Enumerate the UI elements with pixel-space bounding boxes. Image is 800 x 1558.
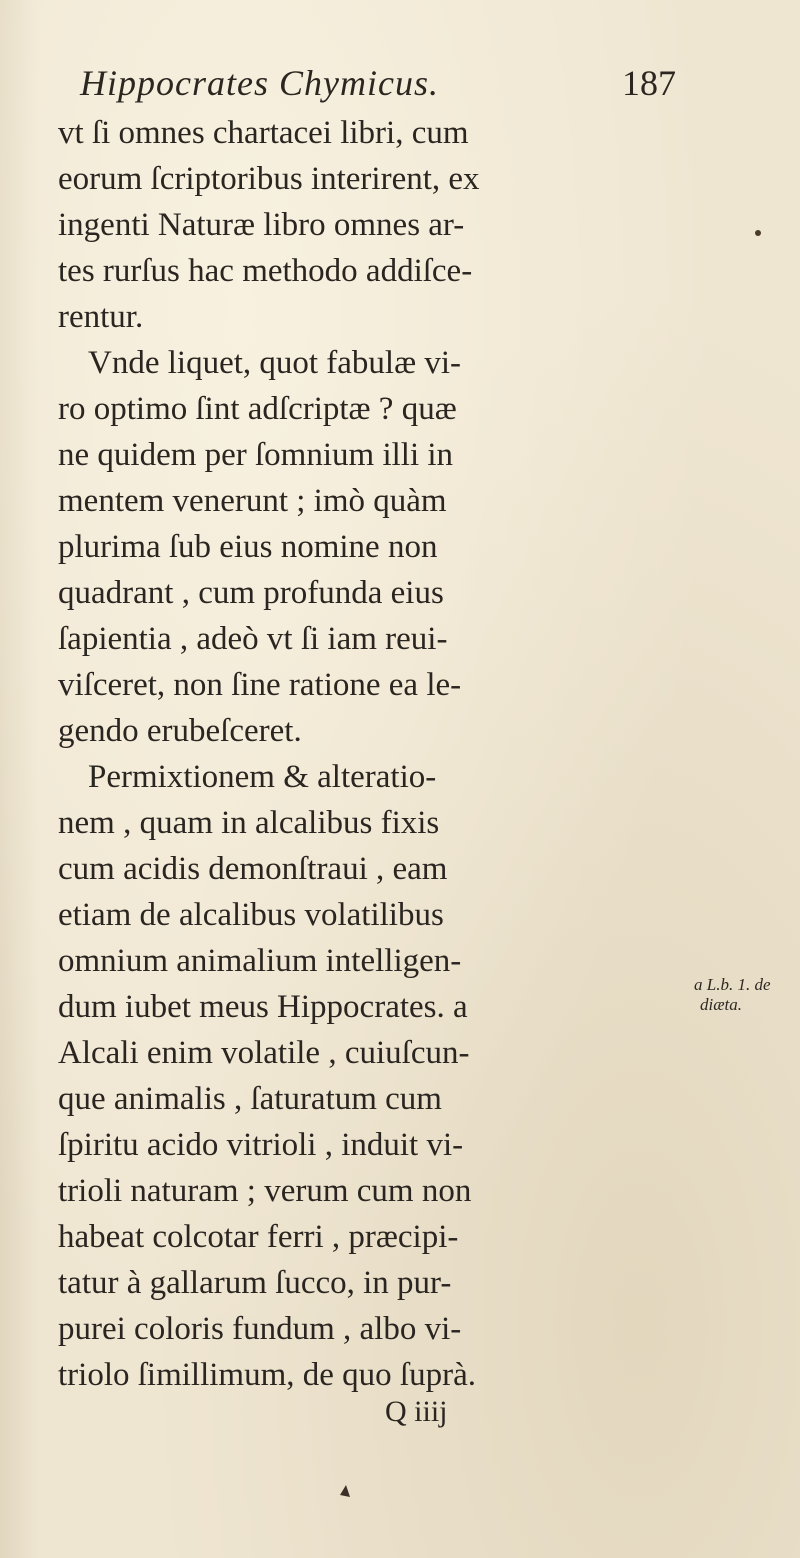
ink-speck-icon — [340, 1485, 350, 1497]
text-line: que animalis , ſaturatum cum — [58, 1081, 442, 1117]
paragraph-start-line: Permixtionem & alteratio- — [88, 759, 437, 795]
text-line: viſceret, non ſine ratione ea le- — [58, 667, 462, 703]
marginal-note-line: a L.b. 1. de — [694, 975, 771, 994]
text-line: eorum ſcriptoribus interirent, ex — [58, 161, 480, 197]
text-line: ne quidem per ſomnium illi in — [58, 437, 454, 473]
paragraph-start-line: Vnde liquet, quot fabulæ vi- — [88, 345, 462, 381]
text-line: habeat colcotar ferri , præcipi- — [58, 1219, 459, 1255]
text-line: Alcali enim volatile , cuiuſcun- — [58, 1035, 470, 1071]
running-head-title: Hippocrates Chymicus. — [80, 63, 439, 103]
text-line: purei coloris fundum , albo vi- — [58, 1311, 462, 1347]
text-line: nem , quam in alcalibus fixis — [58, 805, 440, 841]
text-line: ingenti Naturæ libro omnes ar- — [58, 207, 465, 243]
text-line: cum acidis demonſtraui , eam — [58, 851, 448, 887]
ink-speck-icon — [755, 230, 761, 236]
text-line: ſpiritu acido vitrioli , induit vi- — [58, 1127, 464, 1163]
text-line: ro optimo ſint adſcriptæ ? quæ — [58, 391, 457, 427]
signature-mark: Q iiij — [385, 1395, 448, 1428]
text-line: gendo erubeſceret. — [58, 713, 302, 749]
text-line: triolo ſimillimum, de quo ſuprà. — [58, 1357, 476, 1393]
text-line: tes rurſus hac methodo addiſce- — [58, 253, 473, 289]
text-line: trioli naturam ; verum cum non — [58, 1173, 472, 1209]
text-line: omnium animalium intelligen- — [58, 943, 462, 979]
page-number: 187 — [622, 63, 676, 103]
text-line: vt ſi omnes chartacei libri, cum — [58, 115, 469, 151]
marginal-note-line: diæta. — [700, 995, 743, 1014]
text-line: tatur à gallarum ſucco, in pur- — [58, 1265, 452, 1301]
text-line: ſapientia , adeò vt ſi iam reui- — [58, 621, 448, 657]
text-line: mentem venerunt ; imò quàm — [58, 483, 447, 519]
text-line: dum iubet meus Hippocrates. a — [58, 989, 468, 1025]
text-line: rentur. — [58, 299, 144, 335]
text-line: etiam de alcalibus volatilibus — [58, 897, 444, 933]
text-line: quadrant , cum profunda eius — [58, 575, 444, 611]
text-line: plurima ſub eius nomine non — [58, 529, 438, 565]
